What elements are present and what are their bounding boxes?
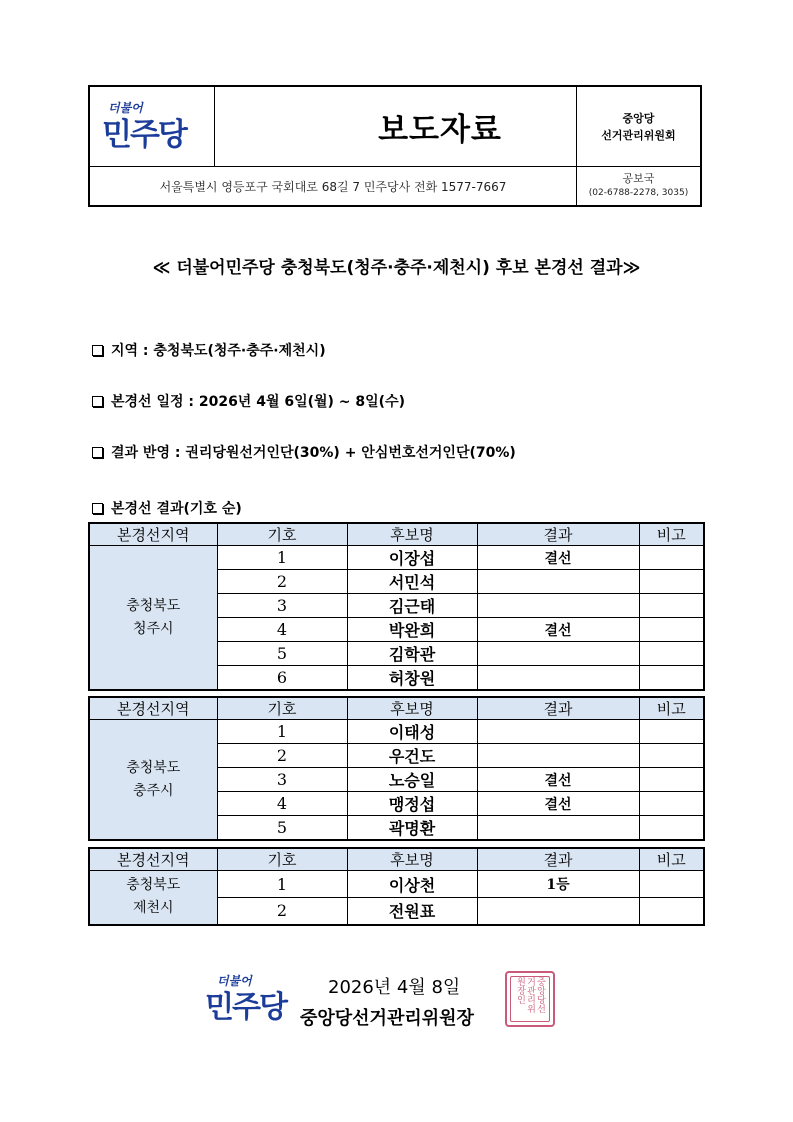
region-cell [89,720,217,841]
seal-text: 중앙당선거관리위원장인 [510,976,550,1022]
dept-phone: (02-6788-2278, 3035) [588,188,689,198]
table-row [89,720,704,744]
org-line2: 선거관리위원회 [601,128,676,142]
header-number: 기호 [217,848,347,871]
candidate-note [639,792,704,816]
header-candidate: 후보명 [347,697,477,720]
candidate-note [639,618,704,642]
candidate-result: 결선 [477,792,639,816]
candidate-note [639,898,704,925]
item-text: 결과 반영 : 권리당원선거인단(30%) + 안심번호선거인단(70%) [111,445,516,461]
results-table-cheongju [88,522,705,691]
candidate-result: 결선 [477,768,639,792]
address-line: 서울특별시 영등포구 국회대로 68길 7 민주당사 전화 1577-7667 [159,179,507,194]
candidate-name: 곽명환 [347,816,477,841]
header-region: 본경선지역 [89,523,217,546]
candidate-name: 김근태 [347,594,477,618]
candidate-name: 김학관 [347,642,477,666]
candidate-name: 허창원 [347,666,477,691]
candidate-number: 1 [217,546,347,570]
logo-main-text: 민주당 [205,990,286,1025]
candidate-result: 결선 [477,618,639,642]
header-result: 결과 [477,848,639,871]
candidate-number: 5 [217,642,347,666]
candidate-name: 노승일 [347,768,477,792]
header-note: 비고 [639,697,704,720]
candidate-result [477,666,639,691]
table-row [89,546,704,570]
candidate-name: 서민석 [347,570,477,594]
candidate-result [477,720,639,744]
candidate-result [477,570,639,594]
logo-main-text: 민주당 [102,117,186,153]
candidate-note [639,816,704,841]
candidate-number: 2 [217,898,347,925]
candidate-name: 맹정섭 [347,792,477,816]
candidate-number: 4 [217,792,347,816]
table-header-row [89,697,704,720]
candidate-result [477,816,639,841]
region-province: 충청북도 [126,877,181,894]
header-region: 본경선지역 [89,697,217,720]
header-note: 비고 [639,848,704,871]
party-logo [90,87,215,166]
candidate-number: 6 [217,666,347,691]
candidate-result: 결선 [477,546,639,570]
official-seal-icon [505,971,555,1027]
header-note: 비고 [639,523,704,546]
contact-department [577,167,700,205]
checkbox-bullet-icon [92,503,103,514]
candidate-result [477,744,639,768]
document-title: ≪ 더불어민주당 충청북도(청주·충주·제천시) 후보 본경선 결과≫ [152,258,641,278]
candidate-name: 우건도 [347,744,477,768]
header-candidate: 후보명 [347,848,477,871]
candidate-note [639,871,704,898]
region-cell [89,546,217,691]
dept-name: 공보국 [622,172,655,185]
region-province: 충청북도 [126,597,181,614]
candidate-number: 5 [217,816,347,841]
header-number: 기호 [217,697,347,720]
candidate-number: 1 [217,871,347,898]
header-region: 본경선지역 [89,848,217,871]
item-text: 지역 : 충청북도(청주·충주·제천시) [111,343,326,359]
item-text: 본경선 일정 : 2026년 4월 6일(월) ~ 8일(수) [111,394,405,410]
org-line1: 중앙당 [622,111,655,125]
release-date: 2026년 4월 8일 [328,977,461,998]
region-city: 제천시 [132,900,174,917]
header-result: 결과 [477,523,639,546]
candidate-result: 1등 [477,871,639,898]
candidate-number: 2 [217,744,347,768]
candidate-note [639,744,704,768]
region-cell [89,871,217,925]
candidate-note [639,546,704,570]
candidate-number: 1 [217,720,347,744]
checkbox-bullet-icon [92,345,103,356]
logo-small-text: 더불어 [217,974,252,988]
issuing-organization [577,87,700,166]
candidate-number: 3 [217,594,347,618]
page-title: 보도자료 [378,112,502,148]
candidate-note [639,768,704,792]
signatory: 중앙당선거관리위원장 [300,1008,474,1029]
candidate-number: 3 [217,768,347,792]
table-row [89,871,704,898]
candidate-note [639,594,704,618]
candidate-number: 2 [217,570,347,594]
item-method [92,442,516,462]
press-release-header [88,85,702,207]
candidate-name: 이장섭 [347,546,477,570]
candidate-result [477,594,639,618]
results-table-chungju [88,696,705,841]
candidate-name: 이상천 [347,871,477,898]
candidate-name: 전원표 [347,898,477,925]
header-result: 결과 [477,697,639,720]
region-province: 충청북도 [126,759,181,776]
table-header-row [89,848,704,871]
item-results-heading [92,498,242,518]
header-candidate: 후보명 [347,523,477,546]
candidate-note [639,720,704,744]
results-table-jecheon [88,847,705,926]
candidate-name: 이태성 [347,720,477,744]
candidate-note [639,666,704,691]
header-number: 기호 [217,523,347,546]
table-header-row [89,523,704,546]
checkbox-bullet-icon [92,447,103,458]
item-schedule [92,391,405,411]
item-region [92,340,326,360]
candidate-note [639,570,704,594]
candidate-note [639,642,704,666]
region-city: 청주시 [132,620,174,637]
logo-small-text: 더불어 [108,101,143,115]
item-text: 본경선 결과(기호 순) [111,501,242,517]
checkbox-bullet-icon [92,396,103,407]
candidate-result [477,642,639,666]
region-city: 충주시 [132,782,174,799]
footer-party-logo [205,968,297,1028]
candidate-name: 박완희 [347,618,477,642]
candidate-number: 4 [217,618,347,642]
candidate-result [477,898,639,925]
